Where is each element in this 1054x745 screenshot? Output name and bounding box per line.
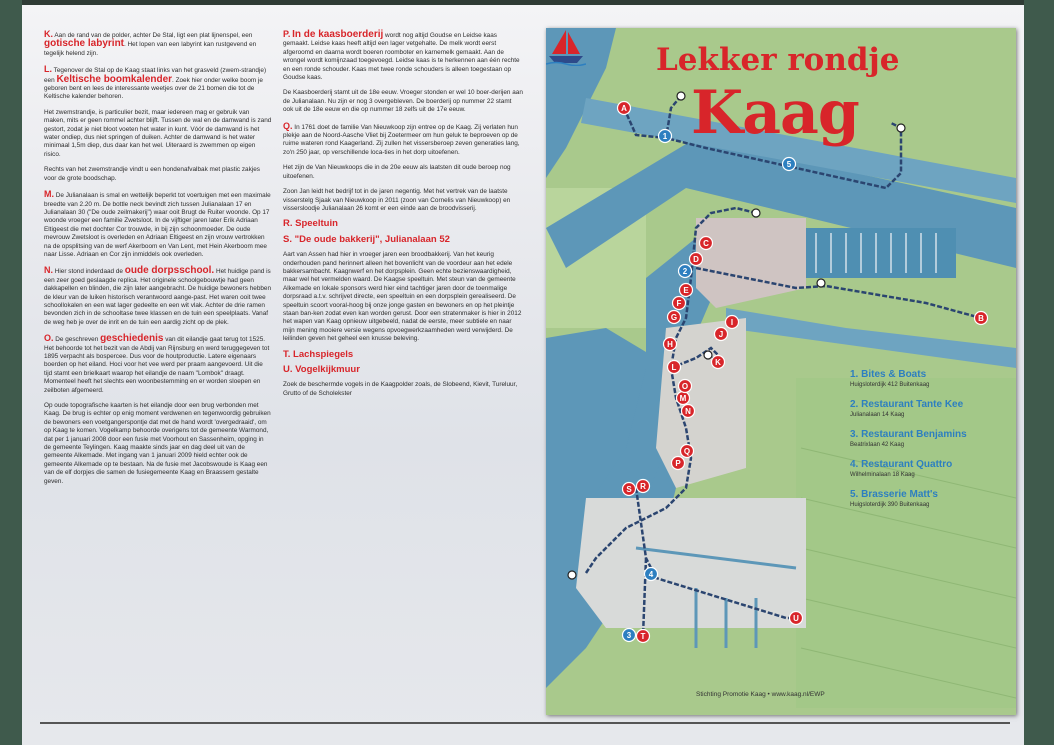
- paragraph-text: Het huidige pand is een zeer goed geslaagde replica. Het originele schoolgebouwtje had geen dakkapellen en blinden, die zijn later aangebracht. De huidige bewoners hebben de kleur van de luiken historisch verantwoord aange-past. Het waren ooit twee schoollokalen en een wat lager gedeelte en een wit vlak. Achter de drie ramen bevonden zich in de schooltase twee klassen en de tuin een speelplaats. Vanaf de weg heb je over de inrit en de tuin een aardig zicht op de plek.: [44, 268, 272, 326]
- legend-item: 3. Restaurant Benjamins Beatrixlaan 42 Kaag: [850, 429, 967, 448]
- marker-i: [726, 316, 739, 329]
- svg-text:S: S: [626, 485, 632, 494]
- svg-text:J: J: [718, 330, 724, 339]
- paragraph: [44, 190, 272, 259]
- paragraph-text: . Zoek hier onder welke boom je geboren bent en lees de interessante weetjes over de 21 bomen die tot de Keltische kalender behoren.: [44, 76, 263, 101]
- paragraph: [283, 30, 523, 82]
- marker-q: [681, 445, 694, 458]
- restaurant-marker-4: [645, 568, 658, 581]
- paragraph-text: De geschreven: [53, 336, 101, 344]
- restaurant-marker-1: [659, 130, 672, 143]
- marker-f: [673, 297, 686, 310]
- svg-text:M: M: [679, 394, 687, 403]
- svg-text:P: P: [675, 459, 681, 468]
- paragraph: [44, 402, 272, 486]
- section-letter: P.: [283, 29, 291, 39]
- paragraph-text: In 1761 doet de familie Van Nieuwkoop zijn entree op de Kaag. Zij verlaten hun plekje aan de Noord-Aasche Vliet bij Zoetermeer om hun geluk te beproeven op de ruime wateren rond Kaagerland. Zij zullen het vissersberoep zeven generaties lang, zo'n 250 jaar, op verschillende loca-ties in het dorp uitoefenen.: [283, 123, 520, 156]
- highlight-title: In de kaasboerderij: [292, 29, 384, 40]
- svg-text:N: N: [685, 407, 691, 416]
- svg-text:C: C: [703, 239, 709, 248]
- marker-l: [668, 361, 681, 374]
- svg-text:U: U: [793, 614, 799, 623]
- paragraph: [44, 109, 272, 159]
- marker-a: [618, 102, 631, 115]
- svg-text:1: 1: [662, 132, 668, 141]
- section-heading: R. Speeltuin: [283, 218, 338, 230]
- paragraph-text: Het zijn de Van Nieuwkoops die in de 20e eeuw als laatsten dit oude beroep nog uitoefenen.: [283, 164, 511, 180]
- marker-s: [623, 483, 636, 496]
- route-map: [546, 28, 1016, 715]
- paragraph-text: . Het lopen van een labyrint kan rustgevend en tegelijk helend zijn.: [44, 41, 257, 57]
- paragraph-text: Zoek de beschermde vogels in de Kaagpolder zoals, de Slobeend, Kievit, Tureluur, Grutto of de Scholekster: [283, 381, 518, 397]
- legend-item: 1. Bites & Boats Huigsloterdijk 412 Buitenkaag: [850, 369, 930, 388]
- paragraph-text: Hier stond inderdaad de: [53, 268, 125, 276]
- svg-text:5: 5: [786, 160, 792, 169]
- highlight-title: gotische labyrint: [44, 38, 125, 50]
- highlight-title: geschiedenis: [100, 333, 164, 345]
- legend-item: 2. Restaurant Tante Kee Julianalaan 14 Kaag: [850, 399, 964, 418]
- svg-text:3: 3: [626, 631, 632, 640]
- svg-text:I: I: [730, 318, 734, 327]
- village-south: [576, 498, 806, 628]
- legend-item: 4. Restaurant Quattro Wilhelminalaan 18 Kaag: [850, 459, 953, 478]
- svg-text:T: T: [640, 632, 646, 641]
- svg-text:A: A: [621, 104, 627, 113]
- svg-text:E: E: [683, 286, 689, 295]
- sailboat-logo-icon: [546, 28, 586, 66]
- marker-r: [637, 480, 650, 493]
- marker-m: [677, 392, 690, 405]
- svg-text:D: D: [693, 255, 699, 264]
- marker-u: [790, 612, 803, 625]
- bottom-rule: [40, 722, 1010, 724]
- section-heading: T. Lachspiegels: [283, 348, 354, 360]
- paragraph-text: De Kaasboerderij stamt uit de 18e eeuw. Vroeger stonden er wel 10 boer-derijen aan de Julianalaan. Nu zijn er nog 3 overgebleven. De boerderij op nummer 22 stamt ook uit de 18e eeuw en die op nummer 18 zelfs uit de 17e eeuw.: [283, 89, 523, 114]
- paragraph: [283, 122, 523, 158]
- section-heading: S. "De oude bakkerij", Julianalaan 52: [283, 233, 450, 245]
- section-letter: L.: [44, 64, 52, 75]
- restaurant-marker-5: [783, 158, 796, 171]
- svg-text:H: H: [667, 340, 673, 349]
- svg-text:Q: Q: [683, 447, 691, 456]
- marker-e: [680, 284, 693, 297]
- svg-text:O: O: [681, 382, 689, 391]
- svg-text:K: K: [715, 358, 721, 367]
- marker-n: [682, 405, 695, 418]
- svg-text:4: 4: [648, 570, 654, 579]
- paragraph-text: Aan de rand van de polder, achter De Stal, ligt een plat lijnenspel, een: [53, 32, 253, 39]
- marker-k: [712, 356, 725, 369]
- paragraph-text: Op oude topografische kaarten is het eilandje door een brug verbonden met Kaag. De brug is echter op enig moment verdwenen en tegenwoordig gebruiken de bewoners een voetgangerspontje dat met de hand wordt 'overgedraaid', om op Kaag te komen. Vogelkamp behoorde overigens tot de gemeente Warmond, dat per 1 januari 2008 door een fusie met Voorhout en Sassenheim, opging in de gemeente Teylingen. Kaag maakte sinds jaar en dag deel uit van de gemeente Alkemade. Met ingang van 1 januari 2009 hield echter ook de gemeente Alkemade op te bestaan. Na de fusie met Jacobswoude is Kaag een van de elf dorpjes die samen de fusiegemeente Kaag en Braassem gestalte geven.: [44, 402, 271, 485]
- section-letter: K.: [44, 29, 53, 39]
- paragraph: [44, 65, 272, 102]
- map-footer: Stichting Promotie Kaag • www.kaag.nl/EWP: [696, 691, 825, 698]
- restaurant-marker-2: [679, 265, 692, 278]
- paragraph-text: Aart van Assen had hier in vroeger jaren een broodbakkerij. Van het keurig onderhouden pand herinnert alleen het bovenlicht van de voordeur aan het edele bakkersambacht. Kaagnwerf en het dorpsplein. Geen echte bezienswaardigheid, maar wel het vermelden waard. De Kaagse speeltuin. Met steun van de gemeente Alkemade en lokale sponsors werd hier eind tachtiger jaren door de toenmalige dorpsraad a.t.v. schrijvet directe, een speeltuin en een dorpsplein gerealiseerd. De speeltuin scoort vooral-hoog bij onze jonge gasten en bewoners en op het pleintje staan ban-ken zodat even kan worden gerust. Door een stratenmaker is hier in 2012 het wapen van Kaag opnieuw uitgebeeld, nadat de eerste, meer subtiele en naar mijn mening mooiere versie wegens opvoegwerkzaamheden werd verwijderd. De leilinden geven het geheel een knusse beleving.: [283, 251, 522, 343]
- paragraph: [283, 164, 523, 181]
- marker-o: [679, 380, 692, 393]
- paragraph: [44, 166, 272, 183]
- paragraph-text: Rechts van het zwemstrandje vindt u een hondenafvalbak met plastic zakjes voor de grote boodschap.: [44, 166, 260, 182]
- paragraph-text: Zoon Jan leidt het bedrijf tot in de jaren negentig. Met het vertrek van de laatste visserstelg Sjaak van Nieuwkoop in 2011 (zoon van Cornelis van Nieuwkoop) en vissersloodje Julianalaan 26 komt er een einde aan de broodvisserij.: [283, 188, 511, 212]
- section-letter: Q.: [283, 120, 293, 131]
- paragraph: [283, 381, 523, 398]
- paragraph: [283, 188, 523, 213]
- paragraph-text: Het zwemstrandje, is particulier bezit, maar iedereen mag er gebruik van maken, mits er geen rommel achter blijft. Tussen de wal en de damwand is zand gestort, zodat je niet bloot voeten het water in kunt. Vóór de damwand is het water ondiep, dus niet springen of duiken. Achter de damwand is het water minimaal 1,5m diep, dus daar kan het wel. Uiteraard is zwemmen op eigen risico.: [44, 108, 272, 158]
- svg-text:B: B: [978, 314, 984, 323]
- paragraph: [44, 266, 272, 327]
- top-edge: [22, 0, 1024, 5]
- paragraph: [283, 251, 523, 343]
- section-letter: M.: [44, 189, 54, 200]
- marker-j: [715, 328, 728, 341]
- section-heading: U. Vogelkijkmuur: [283, 364, 360, 375]
- marina: [806, 228, 956, 278]
- marker-t: [637, 630, 650, 643]
- marker-b: [975, 312, 988, 325]
- paragraph-text: Tegenover de Stal op de Kaag staat links van het grasveld (zwem-strandje) een: [44, 67, 267, 84]
- paragraph-text: De Julianalaan is smal en wettelijk beperkt tot voertuigen met een maximale breedte van 2.20 m. De bottle neck bevindt zich tussen Julianalaan 17 en Julianalaan 30 ("De oude zeilmakerij") waar ooit Brugt de Ruiter woonde. Op 17 woonde vroeger een familie Zwetsloot. In de vijftiger jaren later Erik Adriaan Eltigeest die met dochter Cor trouwde, in bij zijn schoonmoeder. De oude mevrouw Zwetsloot is overleden en Adriaan Eltigeest en zijn vrouw vertrokken na de opsplitsing van de werf Akerboom en Van Lent, met Hein Akerboom mee naar Lisse. Adriaan en Cor zijn inmiddels ook overleden.: [44, 192, 271, 258]
- svg-text:R: R: [640, 482, 646, 491]
- svg-text:G: G: [670, 313, 678, 322]
- highlight-title: oude dorpsschool.: [124, 265, 215, 277]
- marker-g: [668, 311, 681, 324]
- svg-text:2: 2: [682, 267, 688, 276]
- paragraph-text: van dit eilandje gaat terug tot 1525. Het behoorde tot het bezit van de Abdij van Rijnsburg en werd teruggegeven tot 1895 verpacht als bospercee. Dus voor de houtproductie. Latere eigenaars boerden op het eiland. Hoci voor het vee werd per praam aangevoerd. Uit die tijd stamt een brielkaart waarop het eilandje de naam "Lombok" draagt. Momenteel heeft het slechts een woonbestemming en er worden sloepen en zeilboten afgemeerd.: [44, 336, 270, 394]
- restaurant-legend: [850, 368, 1000, 518]
- text-column-middle: [283, 30, 523, 405]
- map-title-line1: Lekker rondje: [656, 42, 900, 78]
- paragraph: [44, 30, 272, 58]
- marker-h: [664, 338, 677, 351]
- map-title-line2: Kaag: [691, 78, 859, 148]
- paragraph: [283, 89, 523, 114]
- section-letter: O.: [44, 333, 54, 344]
- marker-c: [700, 237, 713, 250]
- marker-d: [690, 253, 703, 266]
- legend-item: 5. Brasserie Matt's Huigsloterdijk 390 Buitenkaag: [850, 489, 938, 508]
- marker-p: [672, 457, 685, 470]
- restaurant-marker-3: [623, 629, 636, 642]
- svg-text:L: L: [671, 363, 677, 372]
- svg-text:F: F: [676, 299, 682, 308]
- paragraph: [44, 334, 272, 395]
- text-column-left: [44, 30, 272, 493]
- section-letter: N.: [44, 265, 53, 276]
- highlight-title: Keltische boomkalender: [56, 73, 173, 85]
- paragraph-text: wordt nog altijd Goudse en Leidse kaas gemaakt. Leidse kaas heeft altijd een lager vetgehalte. De melk wordt eerst afgeroomd en daarna wordt boeren roomboter en karnemelk gemaakt. Aan de wrongel wordt komijnzaad toegevoegd. Leidse kaas is te herkennen aan één rechte en een ronde schouder. Kaas met twee ronde schouders is alleen toegestaan op Goudse kaas.: [283, 32, 520, 82]
